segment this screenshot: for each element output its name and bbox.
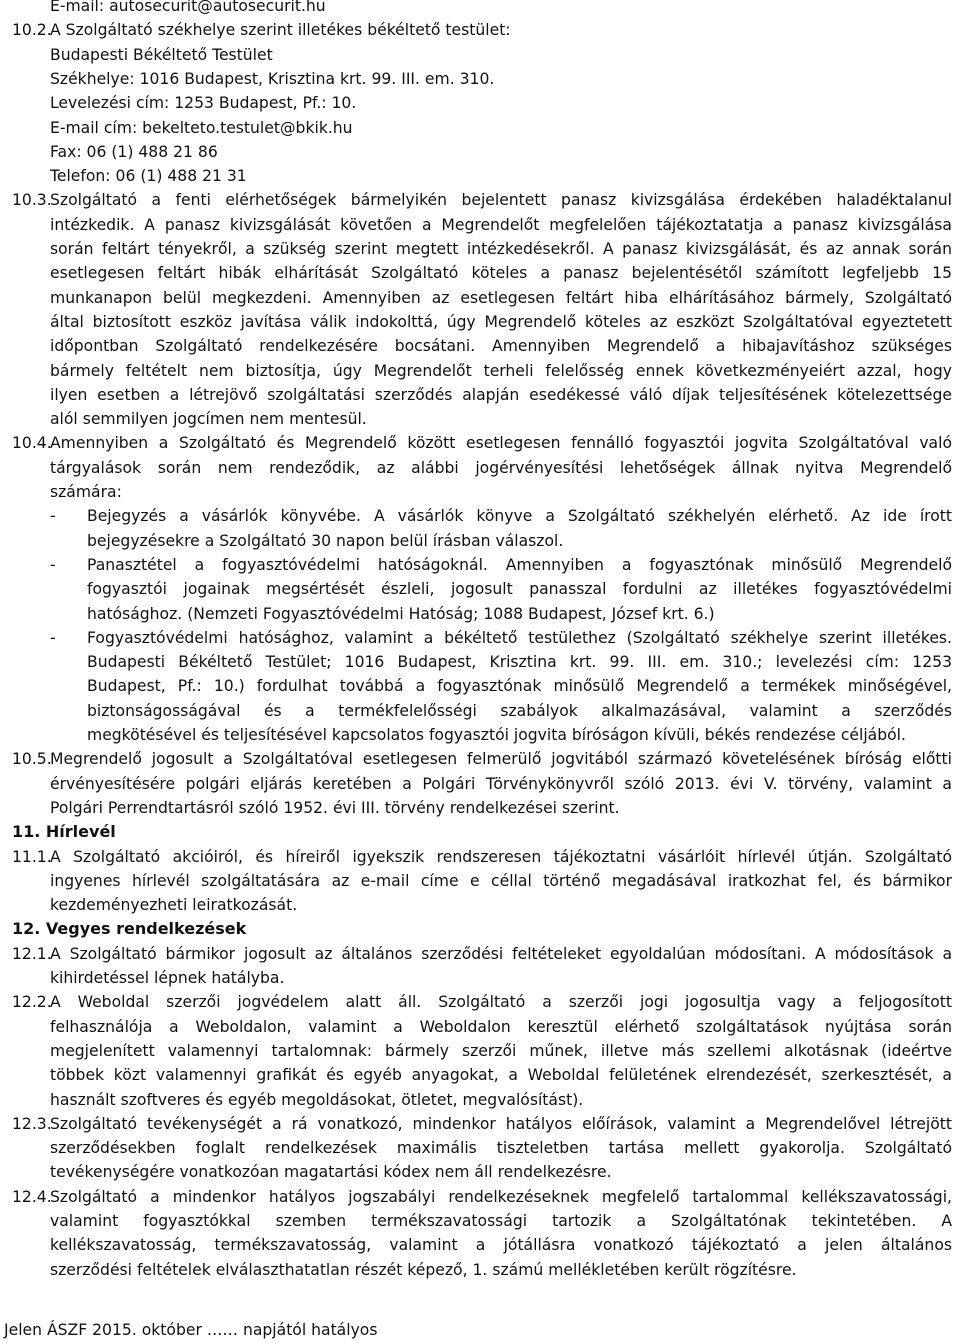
section-number: 10.3. xyxy=(12,191,52,210)
paragraph-line: szerződési feltételek elválaszthatatlan részét képező, 1. számú mellékletében került rögzítésre. xyxy=(50,1260,797,1279)
bullet-dash: - xyxy=(50,555,56,574)
paragraph-line: használt szoftveres és egyéb megoldásokat, ötletet, megvalósítást). xyxy=(50,1090,584,1109)
section-number: 10.5. xyxy=(12,750,52,769)
footer-effective-date: Jelen ÁSZF 2015. október …… napjától hatályos xyxy=(4,1321,378,1339)
paragraph-line: megjelenített valamennyi tartalomnak: bármely szerzői műnek, illetve más szellemi alkotásnak (ideértve xyxy=(50,1041,952,1060)
bullet-dash: - xyxy=(50,628,56,647)
paragraph-line: Szolgáltató a mindenkor hatályos jogszabályi rendelkezéseknek megfelelő tartalommal kellékszavatossági, xyxy=(50,1187,952,1206)
paragraph-line: valamint fogyasztókkal szemben termékszavatossági tartozik a Szolgáltatónak tekintetében. A xyxy=(50,1212,952,1230)
paragraph-line: A Weboldal szerzői jogvédelem alatt áll. Szolgáltató a szerzői jogi jogosultja vagy a feljogosított xyxy=(50,993,952,1012)
contact-line: Telefon: 06 (1) 488 21 31 xyxy=(50,167,247,186)
paragraph-line: ilyen esetben a létrejövő szolgáltatási szerződés alapján esedékessé váló díjak teljesítésének kötelezettsége xyxy=(50,385,952,404)
contact-line: Levelezési cím: 1253 Budapest, Pf.: 10. xyxy=(50,94,357,113)
section-number: 12.1. xyxy=(12,944,52,963)
bullet-line: biztonságosságával és a termékfelelősségi szabályok alkalmazásával, valamint a szerződés xyxy=(87,701,952,720)
paragraph-line: intézkedik. A panasz kivizsgálását követően a Megrendelőt megfelelően tájékoztatatja a panasz kivizsgálása xyxy=(50,215,952,234)
paragraph-line: felhasználója a Weboldalon, valamint a Weboldalon keresztül elérhető szolgáltatások nyújtása során xyxy=(50,1017,952,1036)
bullet-line: Bejegyzés a vásárlók könyvébe. A vásárlók könyve a Szolgáltató székhelyén elérhető. Az ide írott xyxy=(87,507,952,526)
paragraph-line: érvényesítésére polgári eljárás keretében a Polgári Törvénykönyvről szóló 2013. évi V. törvény, valamint a xyxy=(50,774,952,793)
bullet-line: bejegyzésekre a Szolgáltató 30 napon belül írásban válaszol. xyxy=(87,531,564,550)
contact-email: E-mail: autosecurit@autosecurit.hu xyxy=(50,0,326,15)
heading-vegyes-rendelkezesek: 12. Vegyes rendelkezések xyxy=(12,919,247,939)
bullet-line: hatósághoz. (Nemzeti Fogyasztóvédelmi Hatóság; 1088 Budapest, József krt. 6.) xyxy=(87,604,715,623)
contact-line: E-mail cím: bekelteto.testulet@bkik.hu xyxy=(50,118,353,137)
section-number: 10.4. xyxy=(12,434,52,453)
section-number: 12.3. xyxy=(12,1114,52,1133)
paragraph-line: ingyenes hírlevél szolgáltatására az e-mail címe e céllal történő megadásával iratkozhat fel, és bármikor xyxy=(50,871,952,890)
paragraph-line: által biztosított eszköz javítása válik indokolttá, úgy Megrendelő köteles az eszközt Szolgáltatóval egyeztetett xyxy=(50,312,952,331)
heading-hirlevel: 11. Hírlevél xyxy=(12,822,116,842)
paragraph-line: tevékenységére vonatkozóan magatartási kódex nem áll rendelkezésre. xyxy=(50,1163,612,1182)
bullet-line: fogyasztói jogainak megsértését észleli, jogosult panasszal fordulni az illetékes fogyasztóvédelmi xyxy=(87,580,952,599)
paragraph-line: Szolgáltató tevékenységét a rá vonatkozó, mindenkor hatályos előírások, valamint a Megrendelővel létrejött xyxy=(50,1114,952,1133)
paragraph-line: kezdeményezheti leiratkozását. xyxy=(50,896,298,915)
section-number: 12.2. xyxy=(12,993,52,1012)
paragraph-line: munkanapon belül megkezdeni. Amennyiben az esetlegesen feltárt hiba elhárításához bármely, Szolgáltató xyxy=(50,288,952,307)
paragraph-line: szerződésekben foglalt rendelkezések maximális tiszteletben tartása mellett gyakorolja. Szolgáltató xyxy=(50,1139,952,1158)
bullet-line: Fogyasztóvédelmi hatósághoz, valamint a békéltető testülethez (Szolgáltató székhelye szerint illetékes. xyxy=(87,628,952,647)
paragraph-line: Megrendelő jogosult a Szolgáltatóval esetlegesen felmerülő jogvitából származó követelésének bíróság előtti xyxy=(50,750,952,769)
paragraph-line: Szolgáltató a fenti elérhetőségek bármelyikén bejelentett panasz kivizsgálása érdekében haladéktalanul xyxy=(50,191,952,210)
section-number: 12.4. xyxy=(12,1187,52,1206)
paragraph-line: Amennyiben a Szolgáltató és Megrendelő között esetlegesen fennálló fogyasztói jogvita Szolgáltatóval való xyxy=(50,434,952,453)
paragraph-line: A Szolgáltató bármikor jogosult az általános szerződési feltételeket egyoldalúan módosítani. A módosítások a xyxy=(50,944,952,963)
bullet-line: megkötésével és teljesítésével kapcsolatos fogyasztói jogvita bíróságon kívüli, békés rendezése céljából. xyxy=(87,726,906,744)
bullet-line: Budapesti Békéltető Testület; 1016 Budapest, Krisztina krt. 99. III. em. 310.; levelezési cím: 1253 xyxy=(87,653,952,672)
paragraph-line: időpontban Szolgáltató rendelkezésére bocsátani. Amennyiben Megrendelő a hibajavításhoz szükséges xyxy=(50,337,952,356)
paragraph-line: A Szolgáltató akcióiról, és híreiről igyekszik rendszeresen tájékoztatni vásárlóit hírlevél útján. Szolgáltató xyxy=(50,847,952,866)
paragraph-line: számára: xyxy=(50,483,122,501)
paragraph-line: esetlegesen feltárt hibák elhárítását Szolgáltató köteles a panasz bejelentésétől számított legfeljebb 15 xyxy=(50,264,952,283)
contact-line: Székhelye: 1016 Budapest, Krisztina krt. 99. III. em. 310. xyxy=(50,69,495,88)
paragraph-line: tárgyalások során nem rendeződik, az alábbi jogérvényesítési lehetőségek állnak nyitva Megrendelő xyxy=(50,458,952,477)
paragraph-line: során feltárt tényekről, a szükség szerint megtett intézkedésekről. A panasz kivizsgálását, és az annak során xyxy=(50,240,952,258)
paragraph-line: alól semmilyen jogcímen nem mentesül. xyxy=(50,410,367,429)
bullet-line: Panasztétel a fogyasztóvédelmi hatóságoknál. Amennyiben a fogyasztónak minősülő Megrendelő xyxy=(87,555,952,574)
contact-line: Fax: 06 (1) 488 21 86 xyxy=(50,142,218,161)
contact-line: A Szolgáltató székhelye szerint illetékes békéltető testület: xyxy=(50,21,511,40)
contact-line: Budapesti Békéltető Testület xyxy=(50,45,273,64)
section-number: 10.2. xyxy=(12,21,52,40)
section-number: 11.1. xyxy=(12,847,52,866)
bullet-dash: - xyxy=(50,507,56,526)
paragraph-line: bármely feltételt nem biztosítja, úgy Megrendelőt terheli felelősség ennek következményeiért azzal, hogy xyxy=(50,361,952,380)
paragraph-line: Polgári Perrendtartásról szóló 1952. évi III. törvény rendelkezései szerint. xyxy=(50,798,620,817)
paragraph-line: többek közt valamennyi grafikát és egyéb anyagokat, a Weboldal felületének elrendezését, szerkesztését, a xyxy=(50,1066,952,1085)
paragraph-line: kellékszavatosság, termékszavatosság, valamint a jótállásra vonatkozó tájékoztató a jelen általános xyxy=(50,1236,952,1255)
paragraph-line: kihirdetéssel lépnek hatályba. xyxy=(50,969,285,987)
bullet-line: Budapest, Pf.: 10.) fordulhat továbbá a fogyasztónak minősülő Megrendelő a termékek minőségével, xyxy=(87,677,952,696)
